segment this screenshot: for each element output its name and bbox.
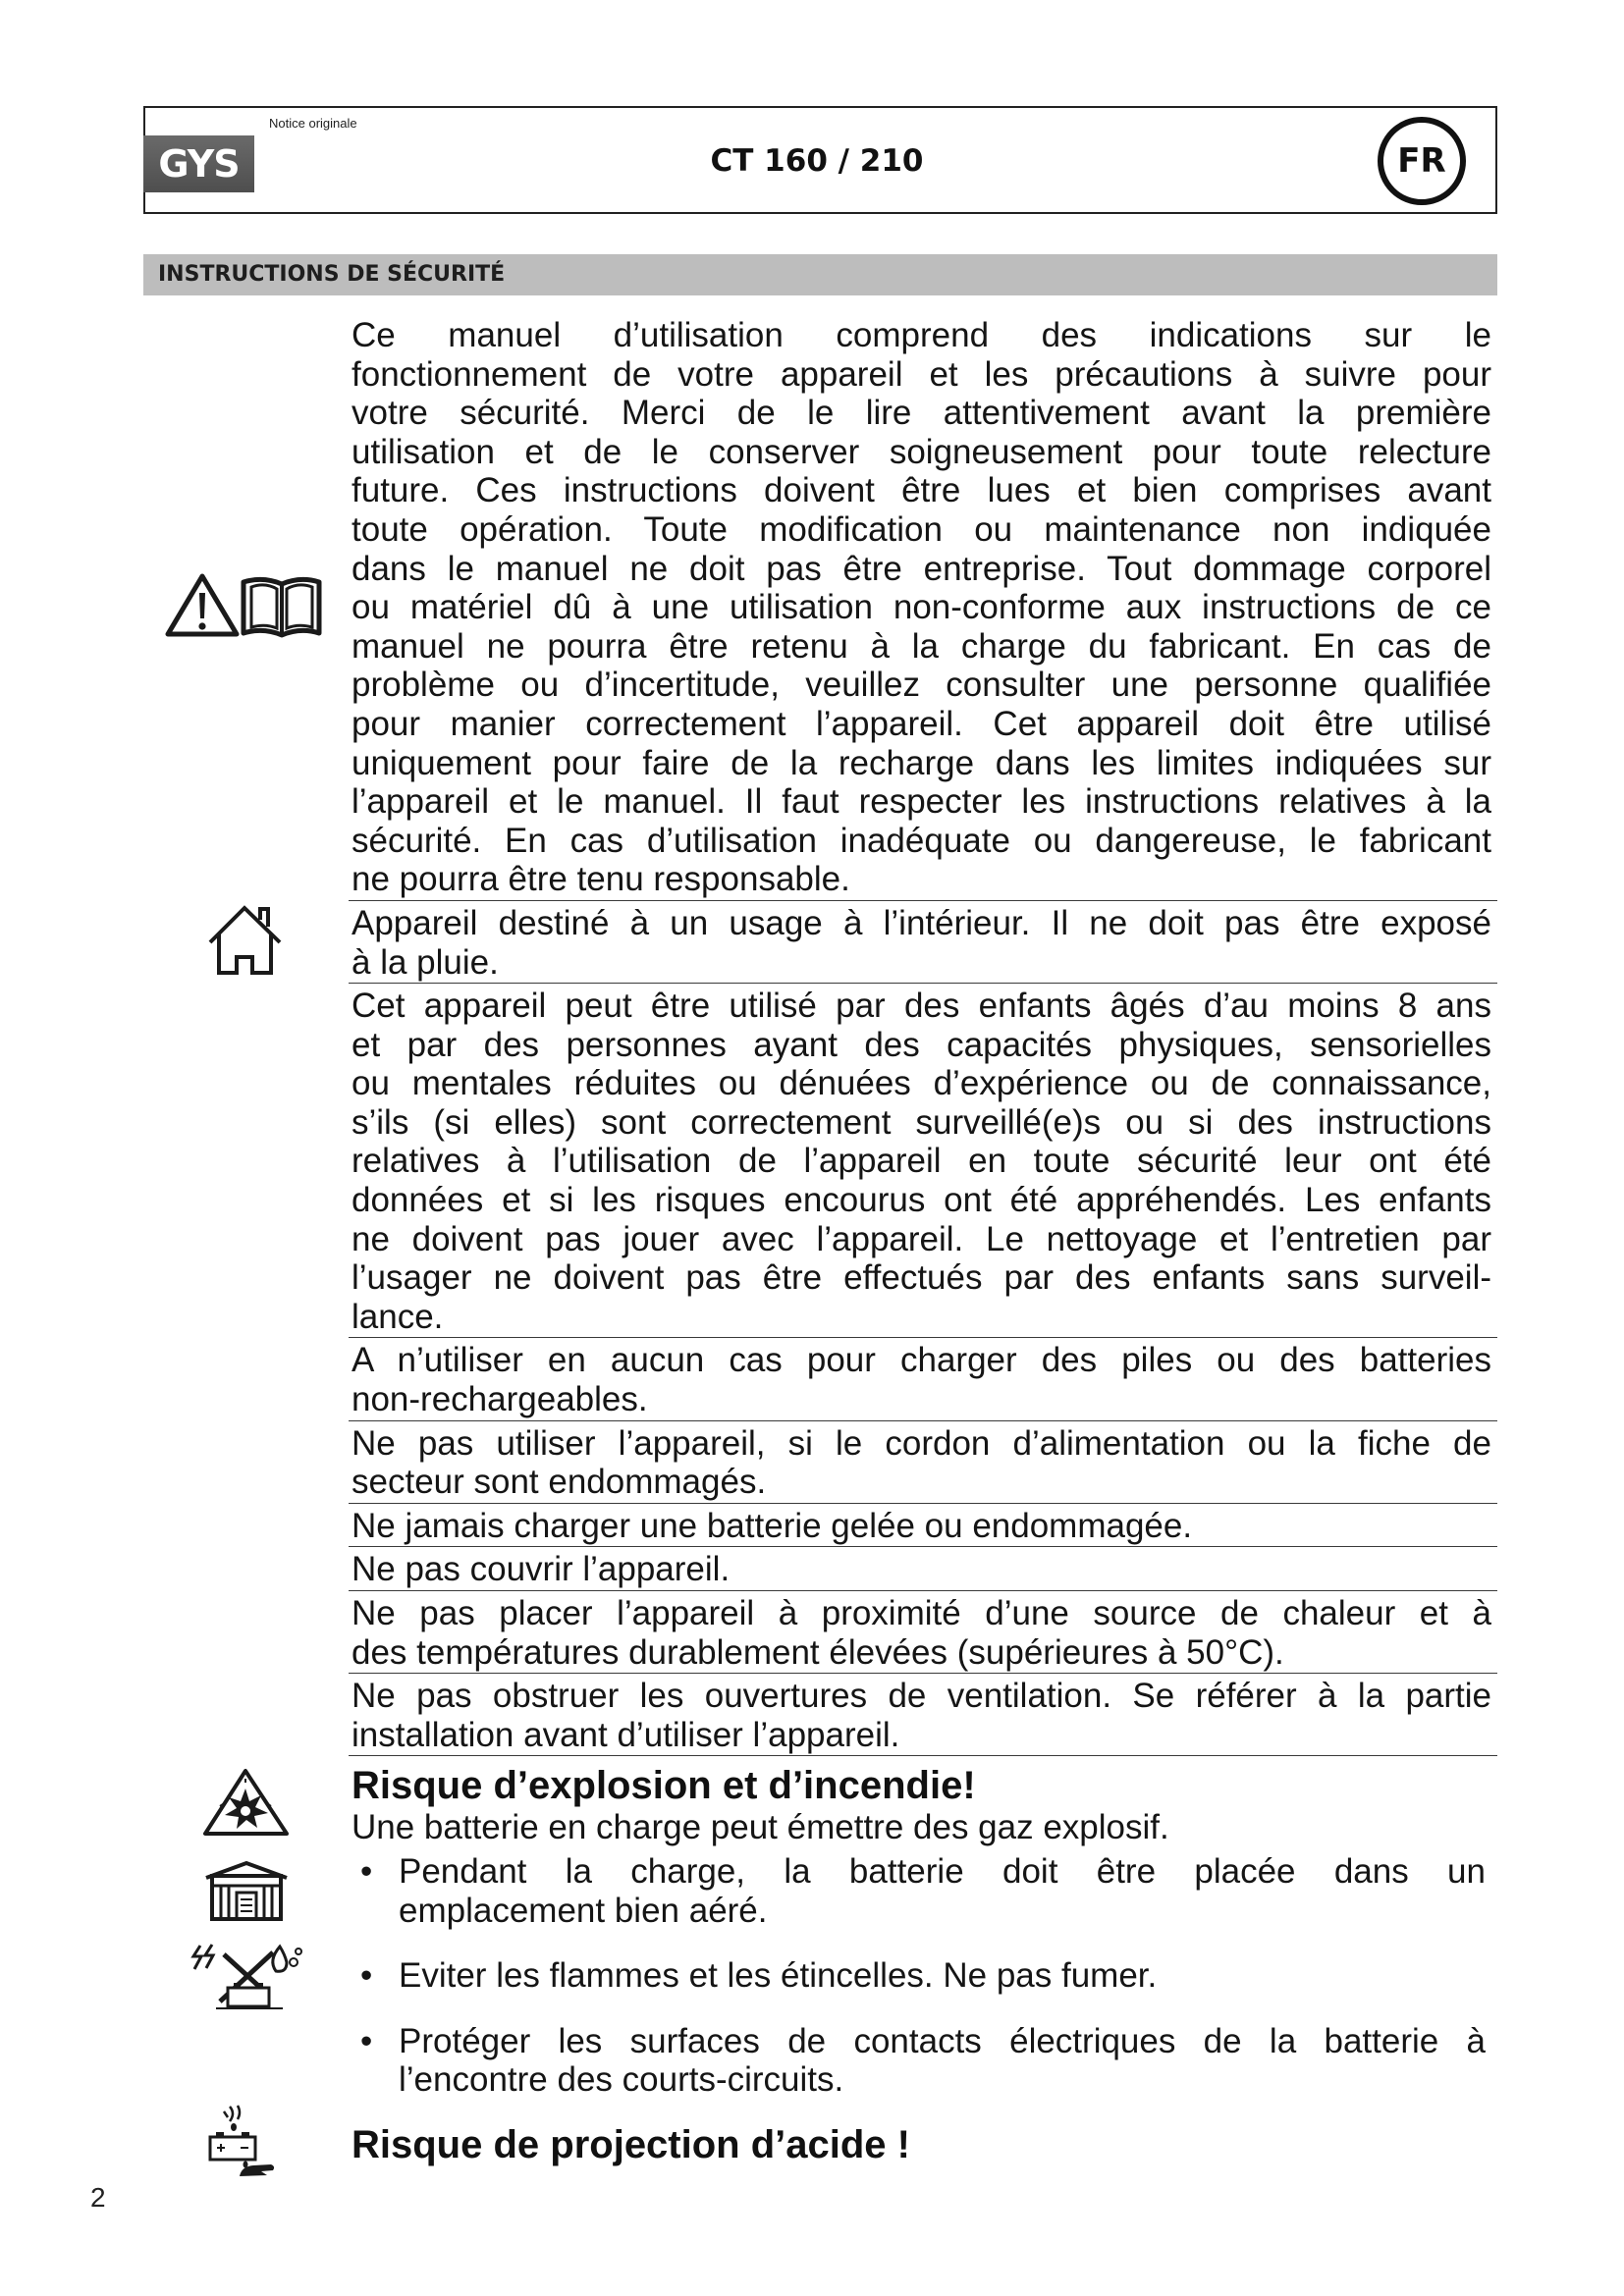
safety-block (349, 901, 1497, 984)
bullet-mark: • (360, 1852, 373, 1891)
text-line: ou matériel dû à une utilisation non-conforme aux instructions de ce (352, 588, 1491, 627)
text-line: non-rechargeables. (352, 1380, 648, 1419)
text-line: Appareil destiné à un usage à l’intérieur. Il ne doit pas être exposé (352, 903, 1491, 942)
text-line: l’appareil et le manuel. Il faut respecter les instructions relatives à la (352, 782, 1491, 822)
text-line: relatives à l’utilisation de l’appareil en toute sécurité leur ont été (352, 1142, 1491, 1181)
text-line: lance. (352, 1297, 444, 1336)
text-line: A n’utiliser en aucun cas pour charger des piles ou des batteries (352, 1341, 1491, 1380)
text-line: à la pluie. (352, 942, 499, 982)
safety-block (349, 1421, 1497, 1504)
explosion-risk-heading: Risque d’explosion et d’incendie! (352, 1764, 976, 1807)
acid-splash-icon (206, 2104, 278, 2177)
list-item (352, 2022, 1491, 2100)
language-badge: FR (1378, 117, 1466, 205)
text-line: manuel ne pourra être retenu à la charge du fabricant. En cas de (352, 626, 1491, 666)
text-line: Ce manuel d’utilisation comprend des indications sur le (352, 316, 1491, 354)
text-line: Ne pas placer l’appareil à proximité d’une source de chaleur et à (352, 1594, 1491, 1632)
text-line: problème ou d’incertitude, veuillez consulter une personne qualifiée (352, 666, 1491, 705)
list-item-text (399, 2022, 1486, 2100)
safety-block (349, 1504, 1497, 1548)
text-line: l’usager ne doivent pas être effectués par des enfants sans surveil- (352, 1258, 1491, 1298)
manual-book-icon (244, 579, 319, 635)
house-indoor-icon (206, 903, 284, 977)
text-line: Ne pas utiliser l’appareil, si le cordon d’alimentation ou la fiche de (352, 1423, 1491, 1463)
text-line: uniquement pour faire de la recharge dans les limites indiquées sur (352, 743, 1491, 782)
list-item (352, 1852, 1491, 1930)
text-line: sécurité. En cas d’utilisation inadéquate ou dangereuse, le fabricant (352, 821, 1491, 860)
text-line: installation avant d’utiliser l’appareil. (352, 1715, 900, 1754)
text-line: et par des personnes ayant des capacités physiques, sensorielles (352, 1025, 1491, 1064)
no-flames-sparks-icon (189, 1943, 302, 2010)
text-line: Protéger les surfaces de contacts électriques de la batterie à (399, 2021, 1486, 2060)
text-line: Pendant la charge, la batterie doit être placée dans un (399, 1852, 1486, 1891)
safety-block (349, 1674, 1497, 1756)
gys-logo: GYS (143, 135, 254, 192)
notice-label: Notice originale (269, 116, 357, 131)
text-line: Cet appareil peut être utilisé par des enfants âgés d’au moins 8 ans (352, 987, 1491, 1026)
text-line: future. Ces instructions doivent être lues et bien comprises avant (352, 471, 1491, 510)
text-line: pour manier correctement l’appareil. Cet appareil doit être utilisé (352, 704, 1491, 743)
acid-risk-heading: Risque de projection d’acide ! (352, 2123, 910, 2166)
ventilated-room-icon (203, 1860, 290, 1922)
text-line: l’encontre des courts-circuits. (399, 2060, 844, 2100)
text-line: s’ils (si elles) sont correctement surveillé(e)s ou si des instructions (352, 1102, 1491, 1142)
text-line: ne pourra être tenu responsable. (352, 860, 850, 899)
text-line: secteur sont endommagés. (352, 1463, 767, 1502)
bullet-mark: • (360, 1956, 373, 1996)
explosion-risk-intro: Une batterie en charge peut émettre des gaz explosif. (352, 1808, 1169, 1846)
text-line: votre sécurité. Merci de le lire attentivement avant la première (352, 394, 1491, 433)
explosion-warning-icon (202, 1767, 290, 1838)
list-item (352, 1956, 1491, 1996)
text-line: Ne pas couvrir l’appareil. (352, 1550, 731, 1589)
document-header (143, 106, 1497, 214)
text-line: emplacement bien aéré. (399, 1891, 768, 1930)
warning-triangle-icon (168, 576, 237, 634)
page-number: 2 (90, 2182, 106, 2213)
safety-block (349, 984, 1497, 1338)
bullet-mark: • (360, 2021, 373, 2060)
warning-read-manual-icon (165, 572, 322, 638)
safety-block (349, 313, 1497, 901)
safety-block (349, 1338, 1497, 1420)
text-line: Ne pas obstruer les ouvertures de ventilation. Se référer à la partie (352, 1677, 1491, 1716)
safety-block (349, 1591, 1497, 1674)
safety-instructions (352, 313, 1491, 1756)
list-item-text (399, 1956, 1486, 1996)
text-line: fonctionnement de votre appareil et les précautions à suivre pour (352, 354, 1491, 394)
explosion-risk-list (352, 1852, 1491, 2126)
text-line: des températures durablement élevées (supérieures à 50°C). (352, 1632, 1284, 1672)
text-line: utilisation et de le conserver soigneusement pour toute relecture (352, 432, 1491, 471)
section-bar (143, 254, 1497, 295)
list-item-text (399, 1852, 1486, 1930)
text-line: dans le manuel ne doit pas être entreprise. Tout dommage corporel (352, 549, 1491, 588)
text-line: données et si les risques encourus ont été appréhendés. Les enfants (352, 1181, 1491, 1220)
text-line: ne doivent pas jouer avec l’appareil. Le nettoyage et l’entretien par (352, 1219, 1491, 1258)
section-title: INSTRUCTIONS DE SÉCURITÉ (158, 262, 506, 287)
model-title: CT 160 / 210 (710, 143, 924, 179)
text-line: ou mentales réduites ou dénuées d’expérience ou de connaissance, (352, 1064, 1491, 1103)
safety-block (349, 1547, 1497, 1591)
text-line: toute opération. Toute modification ou maintenance non indiquée (352, 509, 1491, 549)
text-line: Eviter les flammes et les étincelles. Ne pas fumer. (399, 1956, 1158, 1996)
text-line: Ne jamais charger une batterie gelée ou endommagée. (352, 1506, 1193, 1545)
